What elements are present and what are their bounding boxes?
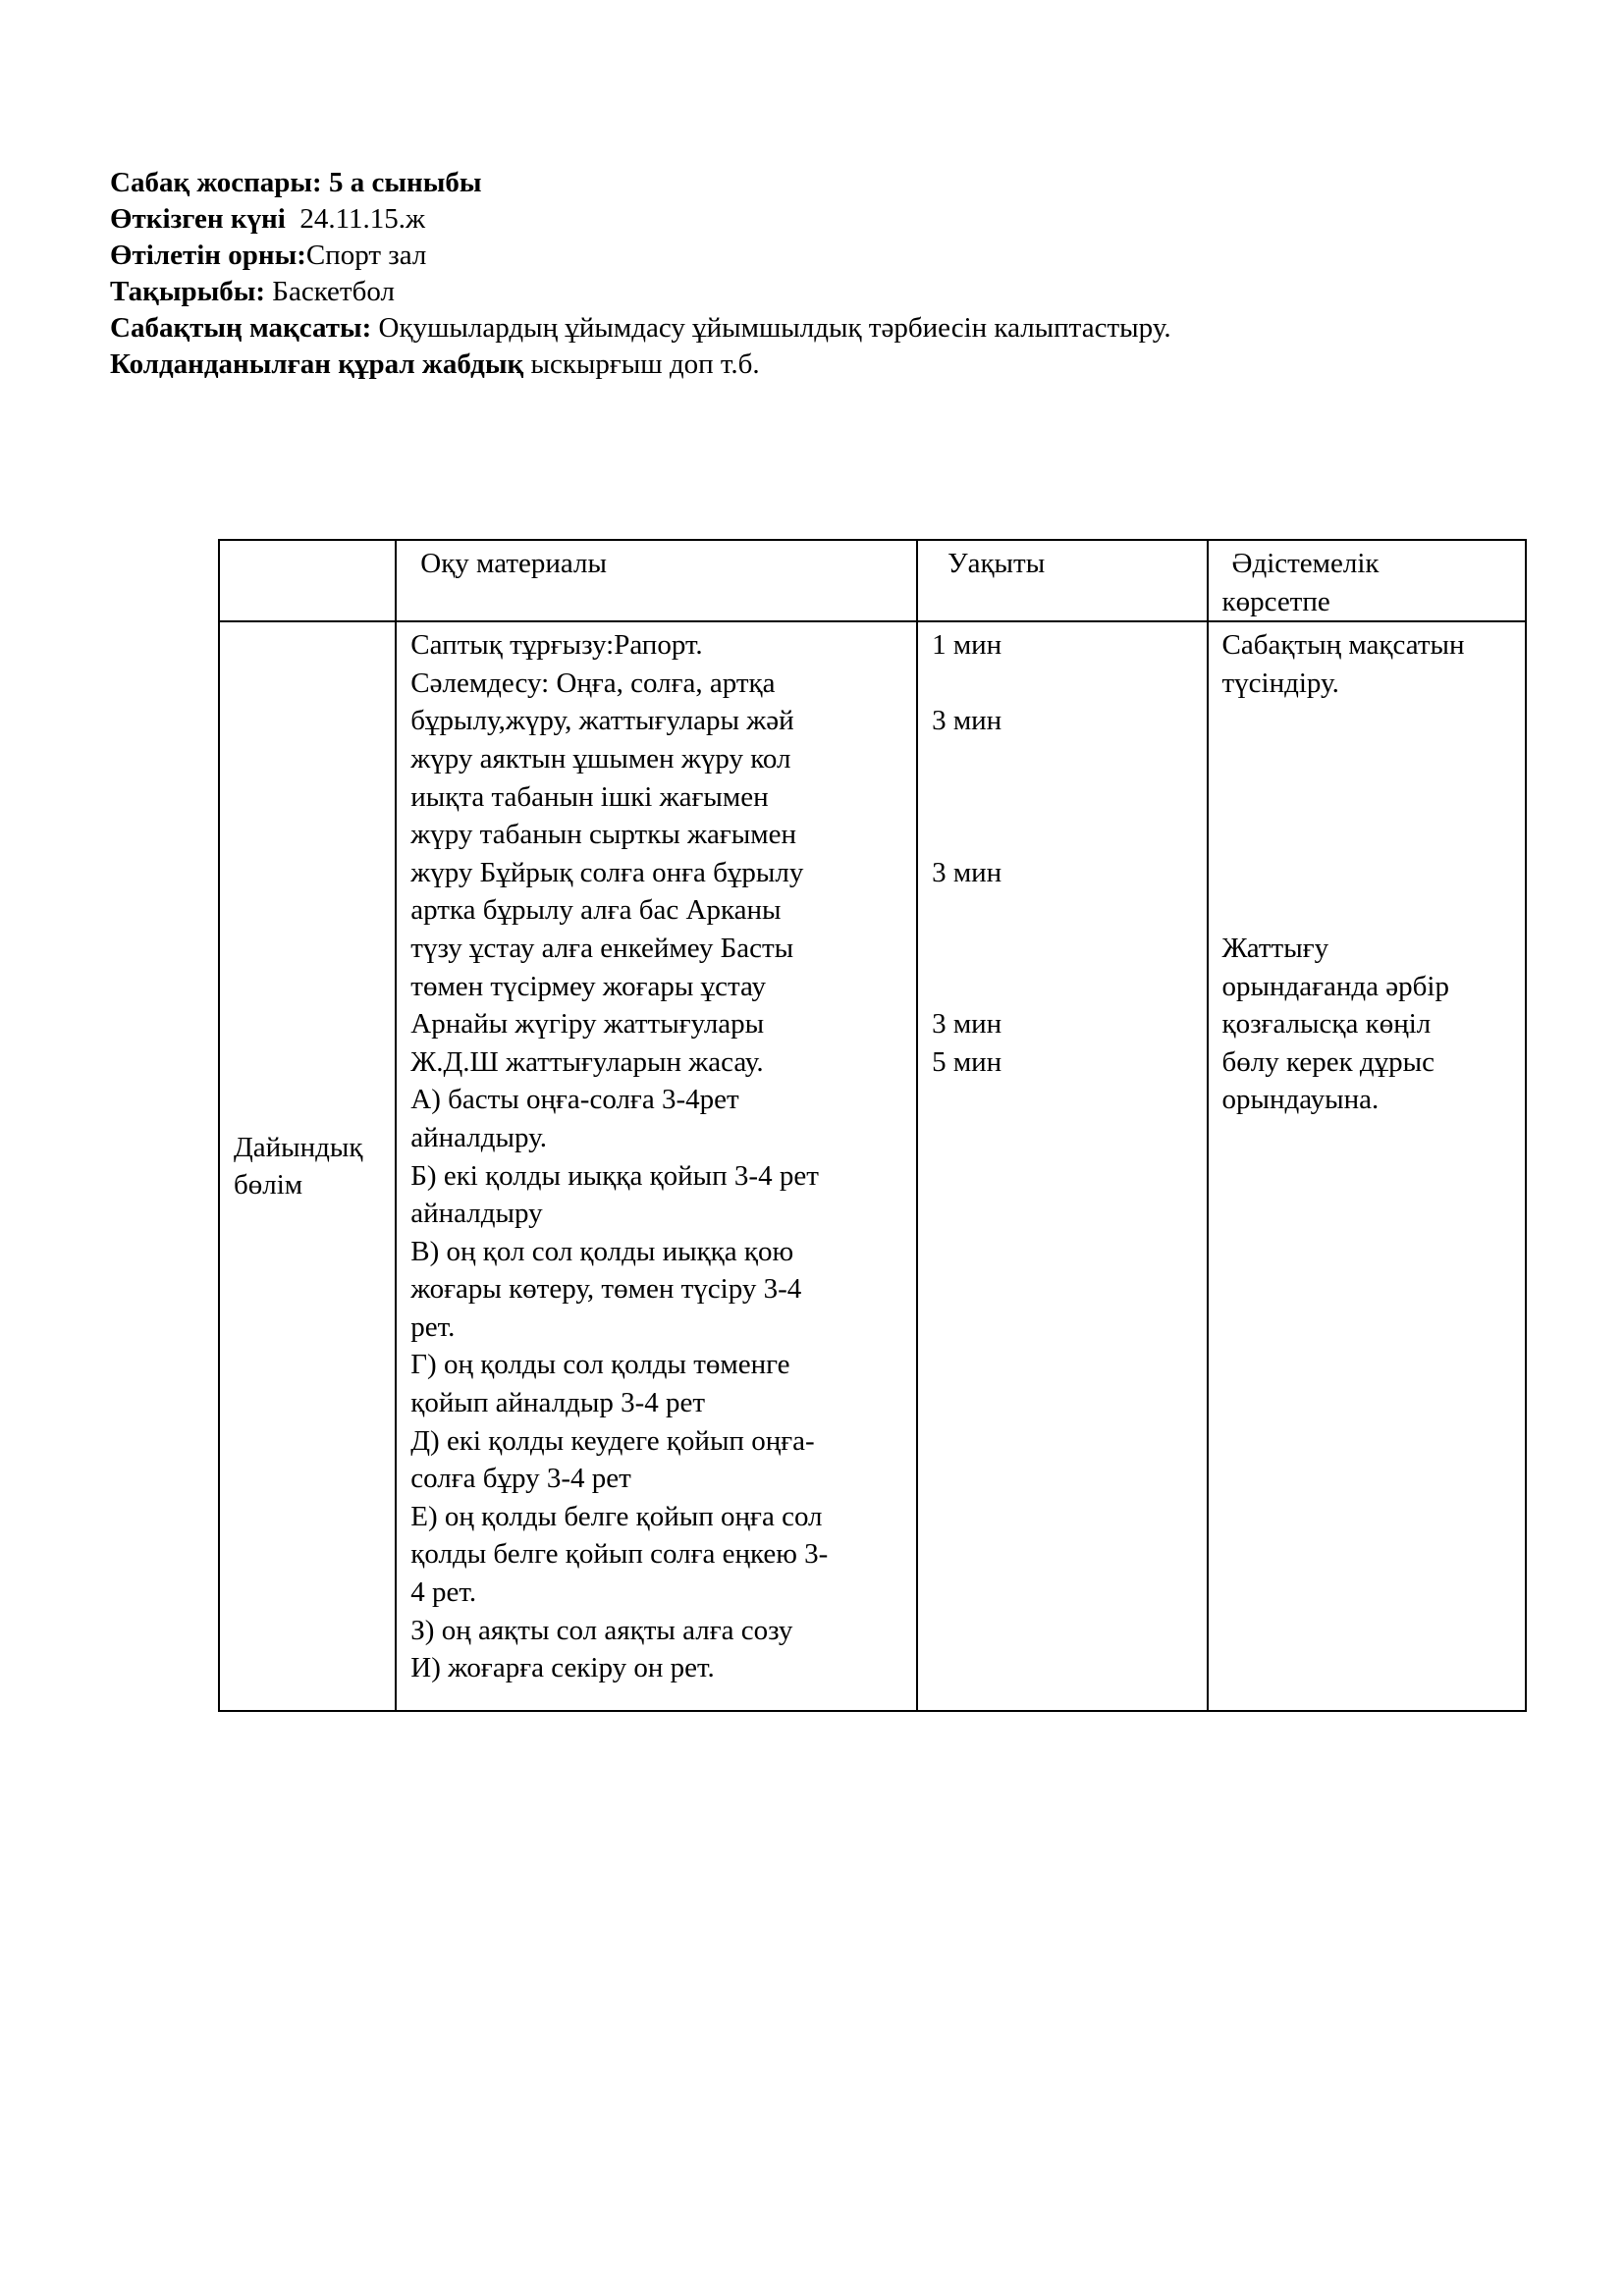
section-name <box>220 1129 395 1204</box>
method-line <box>1222 740 1512 778</box>
method-line <box>1222 702 1512 740</box>
place-value: Спорт зал <box>305 240 427 271</box>
time-text <box>918 622 1206 1081</box>
material-line: Саптық тұрғызу:Рапорт. <box>410 629 703 662</box>
column-header-material: Оқу материалы <box>420 548 607 579</box>
time-line <box>932 968 1192 1006</box>
time-line: 3 мин <box>932 1008 1002 1041</box>
material-line: жүру аяктын ұшымен жүру кол <box>410 742 791 774</box>
material-line: Ж.Д.Ш жаттығуларын жасау. <box>410 1045 764 1078</box>
method-line <box>1222 816 1512 854</box>
goal-line <box>110 310 1485 347</box>
material-cell <box>396 621 917 1711</box>
material-line: қолды белге қойып солға еңкею 3- <box>410 1538 829 1571</box>
material-line: Е) оң қолды белге қойып оңға сол <box>410 1500 823 1532</box>
time-line: 3 мин <box>932 705 1002 737</box>
material-text <box>397 622 916 1687</box>
material-line: солға бұру 3-4 рет <box>410 1463 631 1495</box>
material-line: Сәлемдесу: Оңға, солға, артқа <box>410 667 776 699</box>
column-header-method-line2: көрсетпе <box>1221 585 1330 617</box>
material-line: 4 рет. <box>410 1576 477 1609</box>
date-line <box>110 201 1485 238</box>
topic-label: Тақырыбы: <box>110 276 266 307</box>
header-cell-empty <box>219 540 396 621</box>
section-cell <box>219 621 396 1711</box>
column-header-time: Уақыты <box>947 548 1046 579</box>
method-line: Жаттығу <box>1221 932 1329 964</box>
time-line: 1 мин <box>932 629 1002 662</box>
section-line: бөлім <box>234 1169 303 1201</box>
time-line <box>932 740 1192 778</box>
lesson-title-line <box>110 165 1485 201</box>
equipment-line <box>110 347 1485 383</box>
time-line <box>932 816 1192 854</box>
lesson-plan-table <box>218 539 1527 1712</box>
material-line: жүру табанын сырткы жағымен <box>410 819 796 851</box>
time-line: 5 мин <box>932 1045 1002 1078</box>
material-line: төмен түсірмеу жоғары ұстау <box>410 970 766 1002</box>
time-line <box>932 930 1192 968</box>
section-line: Дайындық <box>234 1131 363 1163</box>
material-line: В) оң қол сол қолды иыққа қою <box>410 1235 794 1267</box>
method-line: қозғалысқа көңіл <box>1221 1008 1432 1041</box>
header-cell-time <box>917 540 1207 621</box>
method-line: түсіндіру. <box>1221 667 1339 699</box>
lesson-title: Сабақ жоспары: 5 а сыныбы <box>110 167 482 198</box>
material-line: жүру Бұйрық солға онға бұрылу <box>410 856 804 888</box>
material-line: қойып айналдыр 3-4 рет <box>410 1387 706 1419</box>
header-cell-method <box>1208 540 1527 621</box>
material-line: Г) оң қолды сол қолды төменге <box>410 1349 790 1381</box>
method-line <box>1222 891 1512 930</box>
goal-label: Сабақтың мақсаты: <box>110 312 372 344</box>
material-line: Арнайы жүгіру жаттығулары <box>410 1008 765 1041</box>
material-line: рет. <box>410 1310 456 1343</box>
method-line: орындауына. <box>1221 1084 1380 1116</box>
material-line: бұрылу,жүру, жаттығулары жәй <box>410 705 794 737</box>
topic-value: Баскетбол <box>272 276 395 307</box>
material-line: артка бұрылу алға бас Арканы <box>410 894 782 927</box>
equipment-label: Колданданылған құрал жабдық <box>110 348 524 380</box>
goal-value: Оқушылардың ұйымдасу ұйымшылдық тәрбиесін калыптастыру. <box>378 312 1171 344</box>
material-line: иықта табанын ішкі жағымен <box>410 780 769 813</box>
material-line: айналдыру. <box>410 1121 547 1153</box>
topic-line <box>110 274 1485 310</box>
material-line: З) оң аяқты сол аяқты алға созу <box>410 1614 793 1646</box>
header-cell-material <box>396 540 917 621</box>
table-row <box>219 621 1526 1711</box>
date-value: 24.11.15.ж <box>299 203 426 235</box>
time-cell <box>917 621 1207 1711</box>
table-header-row <box>219 540 1526 621</box>
method-line <box>1222 854 1512 892</box>
equipment-value: ыскырғыш доп т.б. <box>530 348 760 380</box>
column-header-method: Әдістемелік <box>1231 548 1380 579</box>
material-line: Д) екі қолды кеудеге қойып оңға- <box>410 1424 815 1457</box>
lesson-header <box>110 165 1485 383</box>
method-line: бөлу керек дұрыс <box>1221 1045 1435 1078</box>
date-label: Өткізген күні <box>110 203 286 235</box>
material-line: түзу ұстау алға енкеймеу Басты <box>410 932 794 964</box>
place-line <box>110 238 1485 274</box>
material-line: Б) екі қолды иыққа қойып 3-4 рет <box>410 1159 819 1192</box>
place-label: Өтілетін орны: <box>110 240 306 271</box>
method-line <box>1222 778 1512 817</box>
material-line: айналдыру <box>410 1198 543 1230</box>
material-line: жоғары көтеру, төмен түсіру 3-4 <box>410 1273 802 1306</box>
time-line <box>932 665 1192 703</box>
time-line <box>932 891 1192 930</box>
time-line <box>932 778 1192 817</box>
material-line: А) басты оңға-солға 3-4рет <box>410 1084 739 1116</box>
material-line: И) жоғарға секіру он рет. <box>410 1652 715 1684</box>
method-cell <box>1208 621 1527 1711</box>
time-line: 3 мин <box>932 856 1002 888</box>
method-line: орындағанда әрбір <box>1221 970 1449 1002</box>
method-text <box>1209 622 1526 1119</box>
method-line: Сабақтың мақсатын <box>1221 629 1465 662</box>
